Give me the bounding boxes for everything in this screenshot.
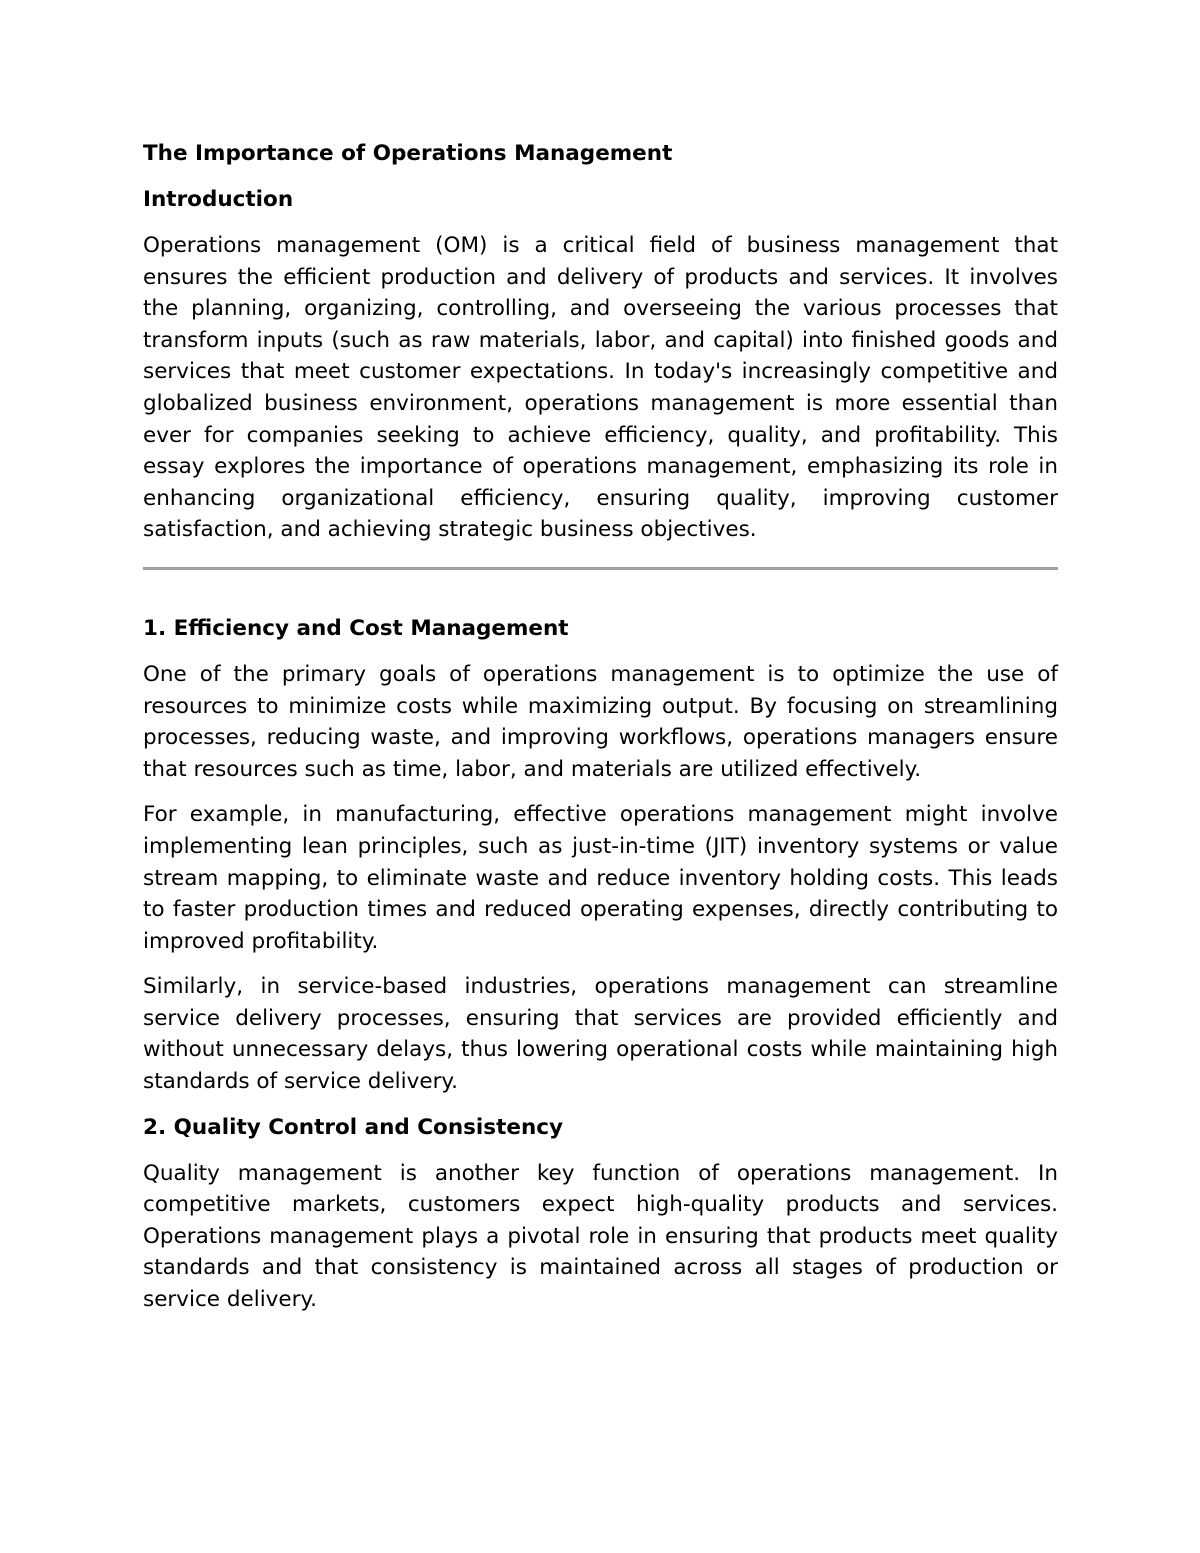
section-heading-quality: 2. Quality Control and Consistency: [143, 1114, 564, 1140]
document-page: [143, 138, 1058, 1330]
quality-paragraph-1: Quality management is another key function of operations management. In competitive markets, customers expect high-quality products and services. Operations management plays a pivotal role in ensuring that products meet quality standards and that consistency is maintained across all stages of production or service delivery.: [143, 1160, 1058, 1313]
document-title: The Importance of Operations Management: [143, 141, 673, 166]
efficiency-paragraph-3: Similarly, in service-based industries, operations management can streamline service delivery processes, ensuring that services are provided efficiently and without unnecessary delays, thus lowering operational costs while maintaining high standards of service delivery.: [143, 974, 1058, 1095]
horizontal-divider: [143, 567, 1058, 570]
section-heading-efficiency: 1. Efficiency and Cost Management: [143, 615, 569, 641]
efficiency-paragraph-2: For example, in manufacturing, effective operations management might involve implementing lean principles, such as just-in-time (JIT) inventory systems or value stream mapping, to eliminate waste and reduce inventory holding costs. This leads to faster production times and reduced operating expenses, directly contributing to improved profitability.: [143, 802, 1058, 954]
introduction-paragraph: Operations management (OM) is a critical field of business management that ensures the efficient production and delivery of products and services. It involves the planning, organizing, controlling, and overseeing the various processes that transform inputs (such as raw materials, labor, and capital) into finished goods and services that meet customer expectations. In today's increasingly competitive and globalized business environment, operations management is more essential than ever for companies seeking to achieve efficiency, quality, and profitability. This essay explores the importance of operations management, emphasizing its role in enhancing organizational efficiency, ensuring quality, improving customer satisfaction, and achieving strategic business objectives.: [143, 233, 1058, 543]
section-heading-introduction: Introduction: [143, 187, 294, 212]
efficiency-paragraph-1: One of the primary goals of operations management is to optimize the use of resources to minimize costs while maximizing output. By focusing on streamlining processes, reducing waste, and improving workflows, operations managers ensure that resources such as time, labor, and materials are utilized effectively.: [143, 661, 1058, 782]
